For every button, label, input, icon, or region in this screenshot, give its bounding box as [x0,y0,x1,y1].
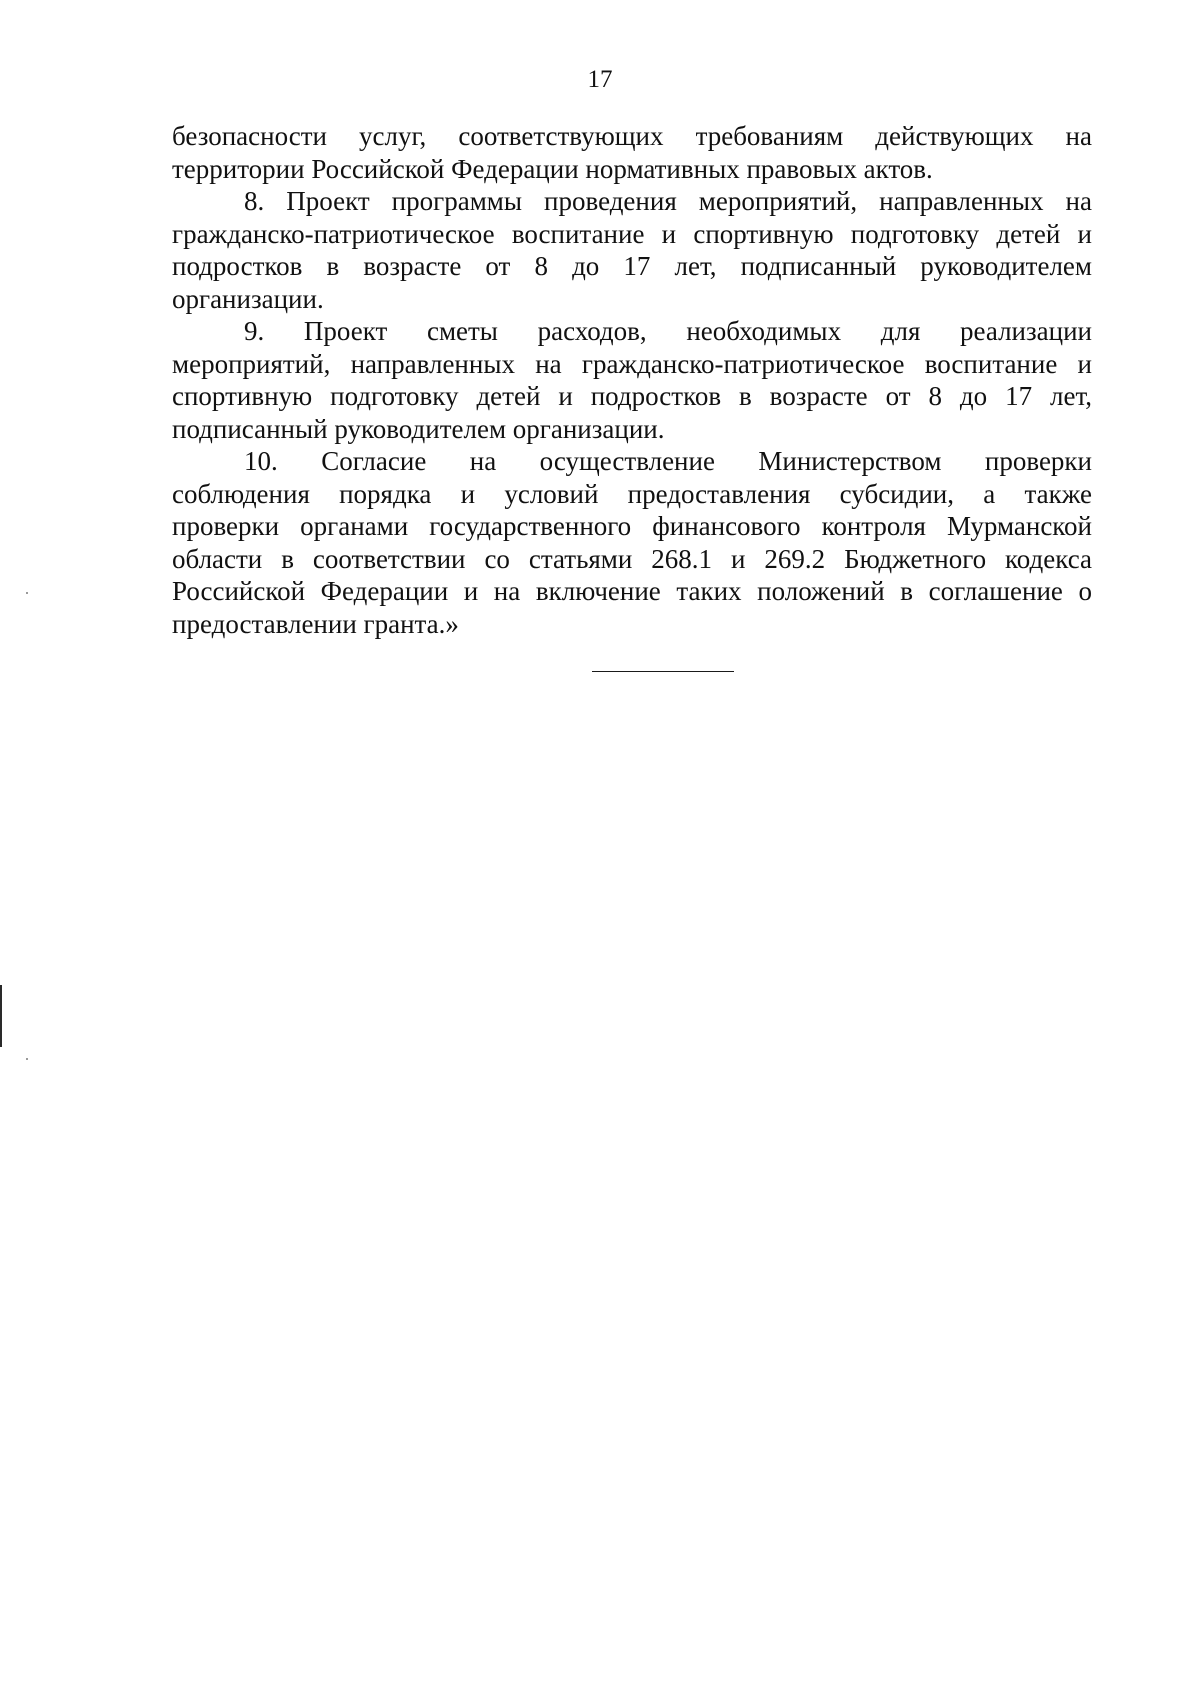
text-line: проверки органами государственного финансового контроля Мурманской [172,511,1092,541]
text-line: подписанный руководителем организации. [172,413,665,444]
scan-speck [26,1058,28,1060]
text-line: Российской Федерации и на включение таких положений в соглашение о [172,576,1092,606]
paragraph-item-10 [172,445,1092,640]
text-line: предоставлении гранта.» [172,608,459,639]
scan-edge-mark [0,985,2,1047]
text-line: 10. Согласие на осуществление Министерством проверки [244,446,1092,476]
page-number: 17 [587,66,613,93]
text-line: области в соответствии со статьями 268.1 и 269.2 Бюджетного кодекса [172,543,1092,574]
text-line: организации. [172,283,324,314]
text-line: территории Российской Федерации нормативных правовых актов. [172,153,933,184]
text-line: безопасности услуг, соответствующих требованиям действующих на [172,121,1092,151]
document-body [172,120,1092,640]
end-of-document-rule [592,671,734,672]
text-line: подростков в возрасте от 8 до 17 лет, подписанный руководителем [172,251,1092,281]
text-line: гражданско-патриотическое воспитание и спортивную подготовку детей и [172,218,1092,249]
text-line: соблюдения порядка и условий предоставления субсидии, а также [172,478,1092,509]
text-line: 9. Проект сметы расходов, необходимых для реализации [244,316,1092,346]
scan-speck [26,592,28,594]
text-line: спортивную подготовку детей и подростков в возрасте от 8 до 17 лет, [172,381,1092,411]
paragraph-item-9 [172,315,1092,445]
paragraph-item-8 [172,185,1092,315]
text-line: мероприятий, направленных на гражданско-патриотическое воспитание и [172,348,1092,379]
text-line: 8. Проект программы проведения мероприятий, направленных на [244,186,1092,216]
paragraph-continuation [172,120,1092,185]
